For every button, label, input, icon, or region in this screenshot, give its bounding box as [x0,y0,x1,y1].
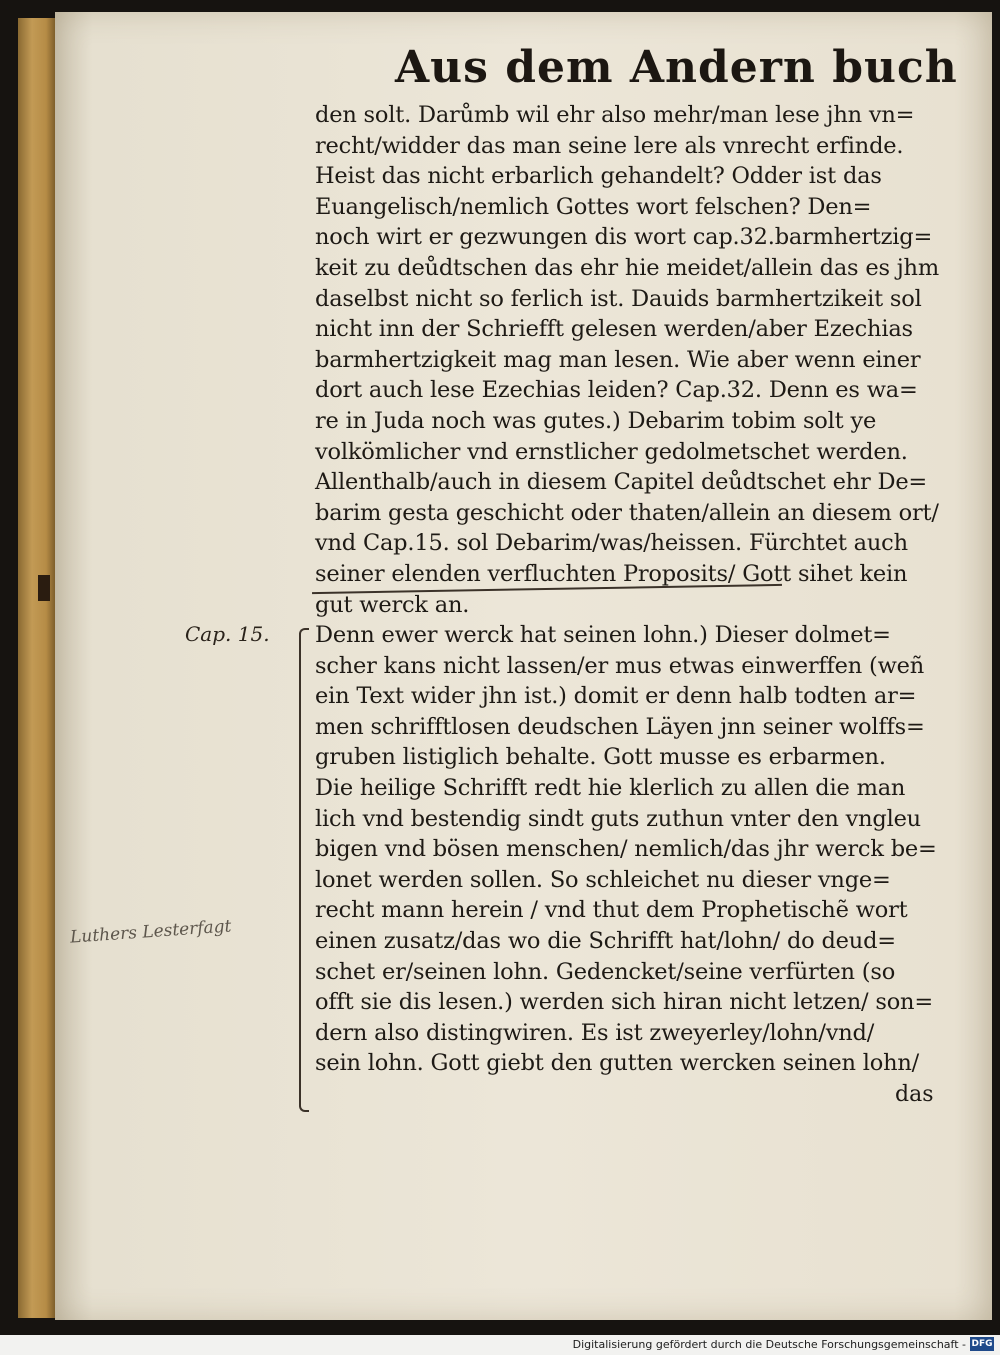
handwritten-bracket [299,628,309,1112]
catchword: das [895,1082,934,1107]
margin-chapter-reference: Cap. 15. [185,622,270,646]
book-spine [18,18,58,1318]
text-line: Allenthalb/auch in diesem Capitel deůdtschet ehr De= [315,469,928,496]
running-head: Aus dem Andern buch [395,42,958,93]
text-line: Heist das nicht erbarlich gehandelt? Odder ist das [315,163,882,190]
text-line: scher kans nicht lassen/er mus etwas einwerffen (weñ [315,652,925,679]
text-line: barmhertzigkeit mag man lesen. Wie aber wenn einer [315,346,921,373]
digitization-credit: Digitalisierung gefördert durch die Deutsche Forschungsgemeinschaft - [572,1338,966,1351]
text-line: sein lohn. Gott giebt den gutten wercken seinen lohn/ [315,1050,920,1077]
text-line: gut werck an. [315,591,470,618]
text-line: recht mann herein / vnd thut dem Prophetischẽ wort [315,897,908,924]
text-line: lich vnd bestendig sindt guts zuthun vnter den vngleu [315,805,921,832]
text-line: keit zu deůdtschen das ehr hie meidet/allein das es jhm [315,254,939,281]
text-line: re in Juda noch was gutes.) Debarim tobim solt ye [315,407,877,434]
text-line: einen zusatz/das wo die Schrifft hat/lohn/ do deud= [315,928,896,955]
text-line: offt sie dis lesen.) werden sich hiran nicht letzen/ son= [315,989,933,1016]
text-line: dort auch lese Ezechias leiden? Cap.32. Denn es wa= [315,377,918,404]
spine-mark [38,575,50,601]
text-line: barim gesta geschicht oder thaten/allein an diesem ort/ [315,499,939,526]
text-line: dern also distingwiren. Es ist zweyerley/lohn/vnd/ [315,1019,875,1046]
text-line: recht/widder das man seine lere als vnrecht erfinde. [315,132,904,159]
text-line: vnd Cap.15. sol Debarim/was/heissen. Fürchtet auch [315,530,908,557]
text-line: noch wirt er gezwungen dis wort cap.32.barmhertzig= [315,224,933,251]
text-line: Die heilige Schrifft redt hie klerlich zu allen die man [315,775,906,802]
text-line: nicht inn der Schriefft gelesen werden/aber Ezechias [315,316,913,343]
text-line: den solt. Darůmb wil ehr also mehr/man lese jhn vn= [315,102,915,128]
text-line: Euangelisch/nemlich Gottes wort felschen? Den= [315,193,872,220]
handwritten-margin-note: Luthers Lesterfagt [69,916,233,948]
text-line: bigen vnd bösen menschen/ nemlich/das jhr werck be= [315,836,937,863]
text-line: men schrifftlosen deudschen Läyen jnn seiner wolffs= [315,713,925,740]
text-line: daselbst nicht so ferlich ist. Dauids barmhertzikeit sol [315,285,922,312]
text-line: Denn ewer werck hat seinen lohn.) Dieser dolmet= [315,622,891,649]
text-line: lonet werden sollen. So schleichet nu dieser vnge= [315,866,891,893]
text-line: schet er/seinen lohn. Gedencket/seine verfürten (so [315,958,896,985]
text-line: gruben listiglich behalte. Gott musse es erbarmen. [315,744,886,771]
text-line: seiner elenden verfluchten Proposits/ Gott sihet kein [315,560,908,587]
text-line: volkömlicher vnd ernstlicher gedolmetschet werden. [315,438,908,465]
text-line: ein Text wider jhn ist.) domit er denn halb todten ar= [315,683,917,710]
dfg-logo: DFG [971,1339,993,1349]
